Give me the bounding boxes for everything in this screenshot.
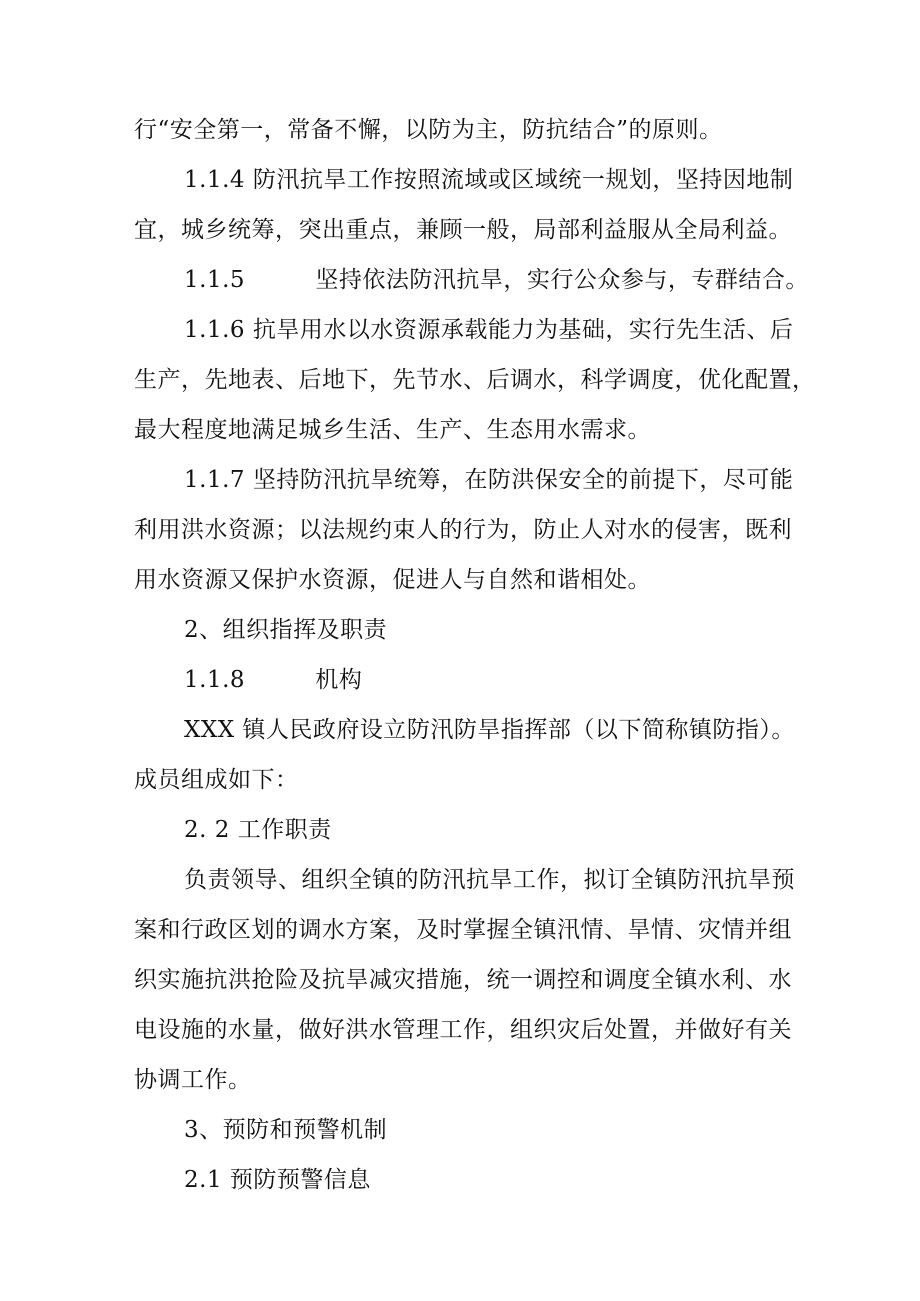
paragraph-line: 负责领导、组织全镇的防汛抗旱工作，拟订全镇防汛抗旱预 (184, 867, 795, 893)
paragraph-line: 成员组成如下： (134, 767, 299, 793)
section-1-1-8-heading: 1.1.8 机构 (184, 667, 363, 693)
section-1-1-5-line: 1.1.5 坚持依法防汛抗旱，实行公众参与，专群结合。 (184, 267, 809, 293)
section-heading-3: 3、预防和预警机制 (184, 1117, 388, 1143)
section-1-1-6-line: 1.1.6 抗旱用水以水资源承载能力为基础，实行先生活、后 (184, 317, 794, 343)
section-1-1-4-line: 1.1.4 防汛抗旱工作按照流域或区域统一规划，坚持因地制 (184, 167, 794, 193)
section-heading-2: 2、组织指挥及职责 (184, 617, 388, 643)
paragraph-line: 织实施抗洪抢险及抗旱减灾措施，统一调控和调度全镇水利、水 (134, 967, 792, 993)
paragraph-line: 用水资源又保护水资源，促进人与自然和谐相处。 (134, 567, 651, 593)
section-1-1-7-line: 1.1.7 坚持防汛抗旱统筹，在防洪保安全的前提下，尽可能 (184, 467, 794, 493)
section-2-2-heading: 2. 2 工作职责 (184, 817, 332, 843)
paragraph-line: 生产，先地表、后地下，先节水、后调水，科学调度，优化配置， (134, 367, 816, 393)
paragraph-line: 最大程度地满足城乡生活、生产、生态用水需求。 (134, 417, 651, 443)
paragraph-line: 案和行政区划的调水方案，及时掌握全镇汛情、旱情、灾情并组 (134, 917, 792, 943)
paragraph-line: 宜，城乡统筹，突出重点，兼顾一般，局部利益服从全局利益。 (134, 217, 792, 243)
paragraph-line: 利用洪水资源；以法规约束人的行为，防止人对水的侵害，既利 (134, 517, 792, 543)
paragraph-line: 协调工作。 (134, 1067, 252, 1093)
paragraph-line: XXX 镇人民政府设立防汛防旱指挥部（以下简称镇防指）。 (184, 717, 795, 743)
paragraph-line: 电设施的水量，做好洪水管理工作，组织灾后处置，并做好有关 (134, 1017, 792, 1043)
section-2-1-heading: 2.1 预防预警信息 (184, 1167, 371, 1193)
paragraph-line: 行“安全第一，常备不懈，以防为主，防抗结合”的原则。 (134, 117, 723, 143)
